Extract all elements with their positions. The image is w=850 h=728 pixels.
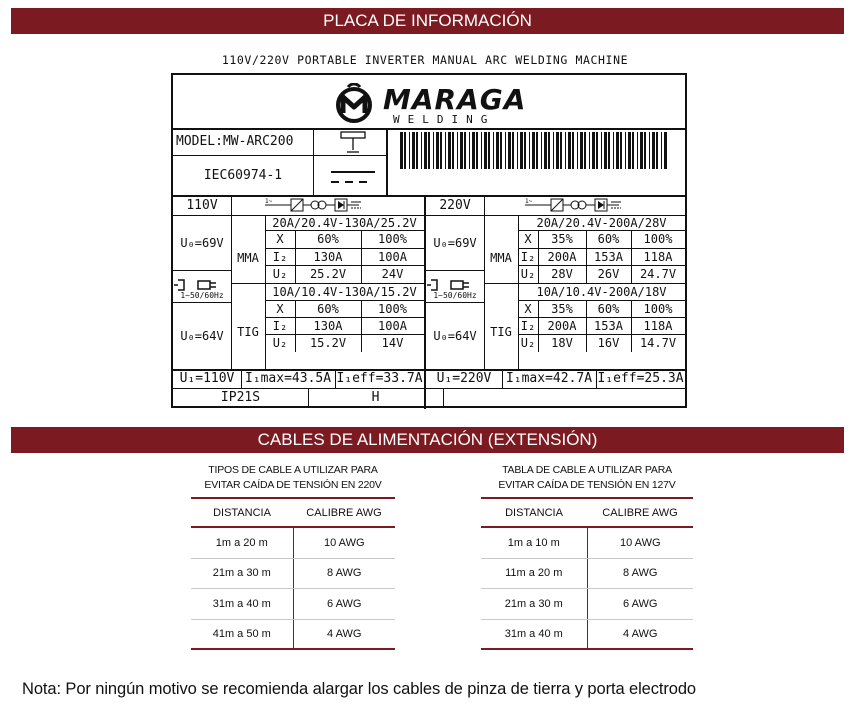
standard-label: IEC60974-1 xyxy=(203,167,283,183)
distance-cell: 21m a 30 m xyxy=(481,589,588,619)
mma-current-b-110: 100A xyxy=(378,249,407,264)
dc-symbol-icon xyxy=(323,162,383,192)
cable-table-220v-header xyxy=(191,497,395,528)
barcode-icon xyxy=(400,132,668,169)
cable-table-220v xyxy=(191,463,395,650)
tig-duty-a-220: 35% xyxy=(551,301,573,316)
gauge-cell: 4 AWG xyxy=(327,627,362,640)
table-row xyxy=(481,620,693,651)
distance-cell: 1m a 20 m xyxy=(191,528,294,558)
tig-current-a-220: 200A xyxy=(547,318,577,333)
table-row xyxy=(481,528,693,559)
cables-banner: CABLES DE ALIMENTACIÓN (EXTENSIÓN) xyxy=(11,427,844,453)
tig-range-220: 10A/10.4V-200A/18V xyxy=(536,284,667,299)
gauge-cell: 6 AWG xyxy=(327,597,362,610)
distance-column-header: DISTANCIA xyxy=(505,506,563,519)
input-max-current-110: I₁max=43.5A xyxy=(244,371,332,386)
tig-voltage-b-220: 16V xyxy=(597,336,620,350)
footer-note: Nota: Por ningún motivo se recomienda alargar los cables de pinza de tierra y porta electrodo xyxy=(22,680,696,698)
mma-open-circuit-voltage-110: U₀=69V xyxy=(180,235,224,250)
cable-table-127v-title-line1: TABLA DE CABLE A UTILIZAR PARA xyxy=(502,464,672,476)
mma-open-circuit-voltage-220: U₀=69V xyxy=(433,235,477,250)
svg-text:1~: 1~ xyxy=(265,198,273,205)
supply-frequency-220: 1~50/60Hz xyxy=(433,290,477,300)
table-row xyxy=(191,528,395,559)
welding-symbol-icon xyxy=(323,130,383,156)
tig-current-a-110: 130A xyxy=(313,318,343,333)
ip-rating: IP21S xyxy=(220,389,261,405)
mma-duty-a-110: 60% xyxy=(317,232,339,246)
mma-duty-label-110: X xyxy=(276,232,284,246)
cable-table-127v xyxy=(481,463,693,650)
gauge-cell: 4 AWG xyxy=(623,627,658,640)
tig-mode-label-220: TIG xyxy=(490,324,512,339)
gauge-cell: 8 AWG xyxy=(327,567,362,580)
gauge-cell: 10 AWG xyxy=(619,536,661,549)
tig-current-label-220: I₂ xyxy=(520,318,536,333)
table-row xyxy=(481,559,693,590)
cable-table-220v-title-line1: TIPOS DE CABLE A UTILIZAR PARA xyxy=(208,464,378,476)
mma-mode-label-220: MMA xyxy=(490,251,512,265)
mma-range-110: 20A/20.4V-130A/25.2V xyxy=(272,215,417,230)
distance-column-header: DISTANCIA xyxy=(213,506,271,519)
inverter-diagram-icon xyxy=(263,196,383,214)
tig-mode-label-110: TIG xyxy=(237,324,259,339)
tig-voltage-a-220: 18V xyxy=(551,336,573,350)
logo-subtitle: WELDING xyxy=(393,113,496,126)
cable-table-127v-title-line2: EVITAR CAÍDA DE TENSIÓN EN 127V xyxy=(498,479,676,491)
mma-voltage-a-110: 25.2V xyxy=(309,267,347,281)
mma-current-a-220: 200A xyxy=(547,249,577,264)
mma-duty-c-220: 100% xyxy=(643,232,673,246)
input-voltage-110: U₁=110V xyxy=(179,371,235,386)
tig-current-b-110: 100A xyxy=(378,318,407,333)
mma-current-b-220: 153A xyxy=(594,249,623,264)
tig-current-b-220: 153A xyxy=(594,318,623,333)
gauge-column-header: CALIBRE AWG xyxy=(602,506,678,519)
tig-voltage-b-110: 14V xyxy=(381,336,404,350)
tig-current-c-220: 118A xyxy=(643,318,673,333)
cable-table-127v-title xyxy=(481,463,693,497)
tig-voltage-c-220: 14.7V xyxy=(639,336,677,350)
tig-open-circuit-voltage-220: U₀=64V xyxy=(433,329,477,343)
mma-voltage-label-110: U₂ xyxy=(272,267,288,281)
gauge-cell: 6 AWG xyxy=(623,597,658,610)
inverter-diagram-icon-220 xyxy=(523,196,643,214)
table-row xyxy=(191,620,395,651)
tig-duty-label-110: X xyxy=(276,301,284,316)
input-voltage-220: U₁=220V xyxy=(436,371,492,386)
tig-current-label-110: I₂ xyxy=(272,318,288,333)
svg-text:1~: 1~ xyxy=(525,198,533,205)
mma-voltage-a-220: 28V xyxy=(551,267,573,281)
cable-table-220v-title-line2: EVITAR CAÍDA DE TENSIÓN EN 220V xyxy=(204,479,382,491)
plate-subtitle: 110V/220V PORTABLE INVERTER MANUAL ARC WELDING MACHINE xyxy=(221,53,629,67)
mma-mode-label-110: MMA xyxy=(237,251,259,265)
logo-name: MARAGA xyxy=(383,83,527,116)
rating-plate xyxy=(171,73,687,408)
insulation-class: H xyxy=(371,389,380,405)
tig-duty-b-220: 60% xyxy=(597,301,620,316)
table-row xyxy=(481,589,693,620)
mma-voltage-b-110: 24V xyxy=(381,267,404,281)
tig-voltage-a-110: 15.2V xyxy=(309,336,347,350)
gauge-cell: 8 AWG xyxy=(623,567,658,580)
input-eff-current-110: I₁eff=33.7A xyxy=(336,371,423,386)
mma-current-label-220: I₂ xyxy=(520,249,536,264)
mma-duty-b-110: 100% xyxy=(378,232,407,246)
mma-current-label-110: I₂ xyxy=(272,249,288,264)
mma-current-c-220: 118A xyxy=(643,249,673,264)
mma-voltage-c-220: 24.7V xyxy=(639,267,677,281)
input-max-current-220: I₁max=42.7A xyxy=(505,371,593,386)
distance-cell: 31m a 40 m xyxy=(191,589,294,619)
voltage-220-label: 220V xyxy=(439,197,471,213)
input-eff-current-220: I₁eff=25.3A xyxy=(597,371,684,386)
gauge-column-header: CALIBRE AWG xyxy=(306,506,382,519)
mma-duty-b-220: 60% xyxy=(597,232,620,246)
distance-cell: 21m a 30 m xyxy=(191,559,294,589)
tig-duty-label-220: X xyxy=(524,301,532,316)
mma-voltage-label-220: U₂ xyxy=(520,267,536,281)
distance-cell: 41m a 50 m xyxy=(191,620,294,649)
distance-cell: 31m a 40 m xyxy=(481,620,588,649)
table-row xyxy=(191,559,395,590)
maraga-logo-icon xyxy=(331,83,377,123)
cable-table-127v-header xyxy=(481,497,693,528)
mma-duty-a-220: 35% xyxy=(551,232,573,246)
tig-duty-b-110: 100% xyxy=(378,301,407,316)
tig-duty-c-220: 100% xyxy=(643,301,673,316)
tig-open-circuit-voltage-110: U₀=64V xyxy=(180,329,224,343)
cable-table-220v-title xyxy=(191,463,395,497)
maraga-logo xyxy=(331,83,531,126)
mma-voltage-b-220: 26V xyxy=(597,267,620,281)
info-plate-banner: PLACA DE INFORMACIÓN xyxy=(11,8,844,34)
voltage-110-label: 110V xyxy=(186,197,218,213)
gauge-cell: 10 AWG xyxy=(323,536,365,549)
model-label: MODEL:MW-ARC200 xyxy=(176,134,294,149)
distance-cell: 11m a 20 m xyxy=(481,559,588,589)
tig-voltage-label-110: U₂ xyxy=(272,336,288,350)
tig-range-110: 10A/10.4V-130A/15.2V xyxy=(272,284,417,299)
mma-current-a-110: 130A xyxy=(313,249,343,264)
supply-frequency-110: 1~50/60Hz xyxy=(180,290,224,300)
mma-range-220: 20A/20.4V-200A/28V xyxy=(536,215,667,230)
tig-duty-a-110: 60% xyxy=(317,301,339,316)
table-row xyxy=(191,589,395,620)
tig-voltage-label-220: U₂ xyxy=(520,336,536,350)
distance-cell: 1m a 10 m xyxy=(481,528,588,558)
mma-duty-label-220: X xyxy=(524,232,532,246)
